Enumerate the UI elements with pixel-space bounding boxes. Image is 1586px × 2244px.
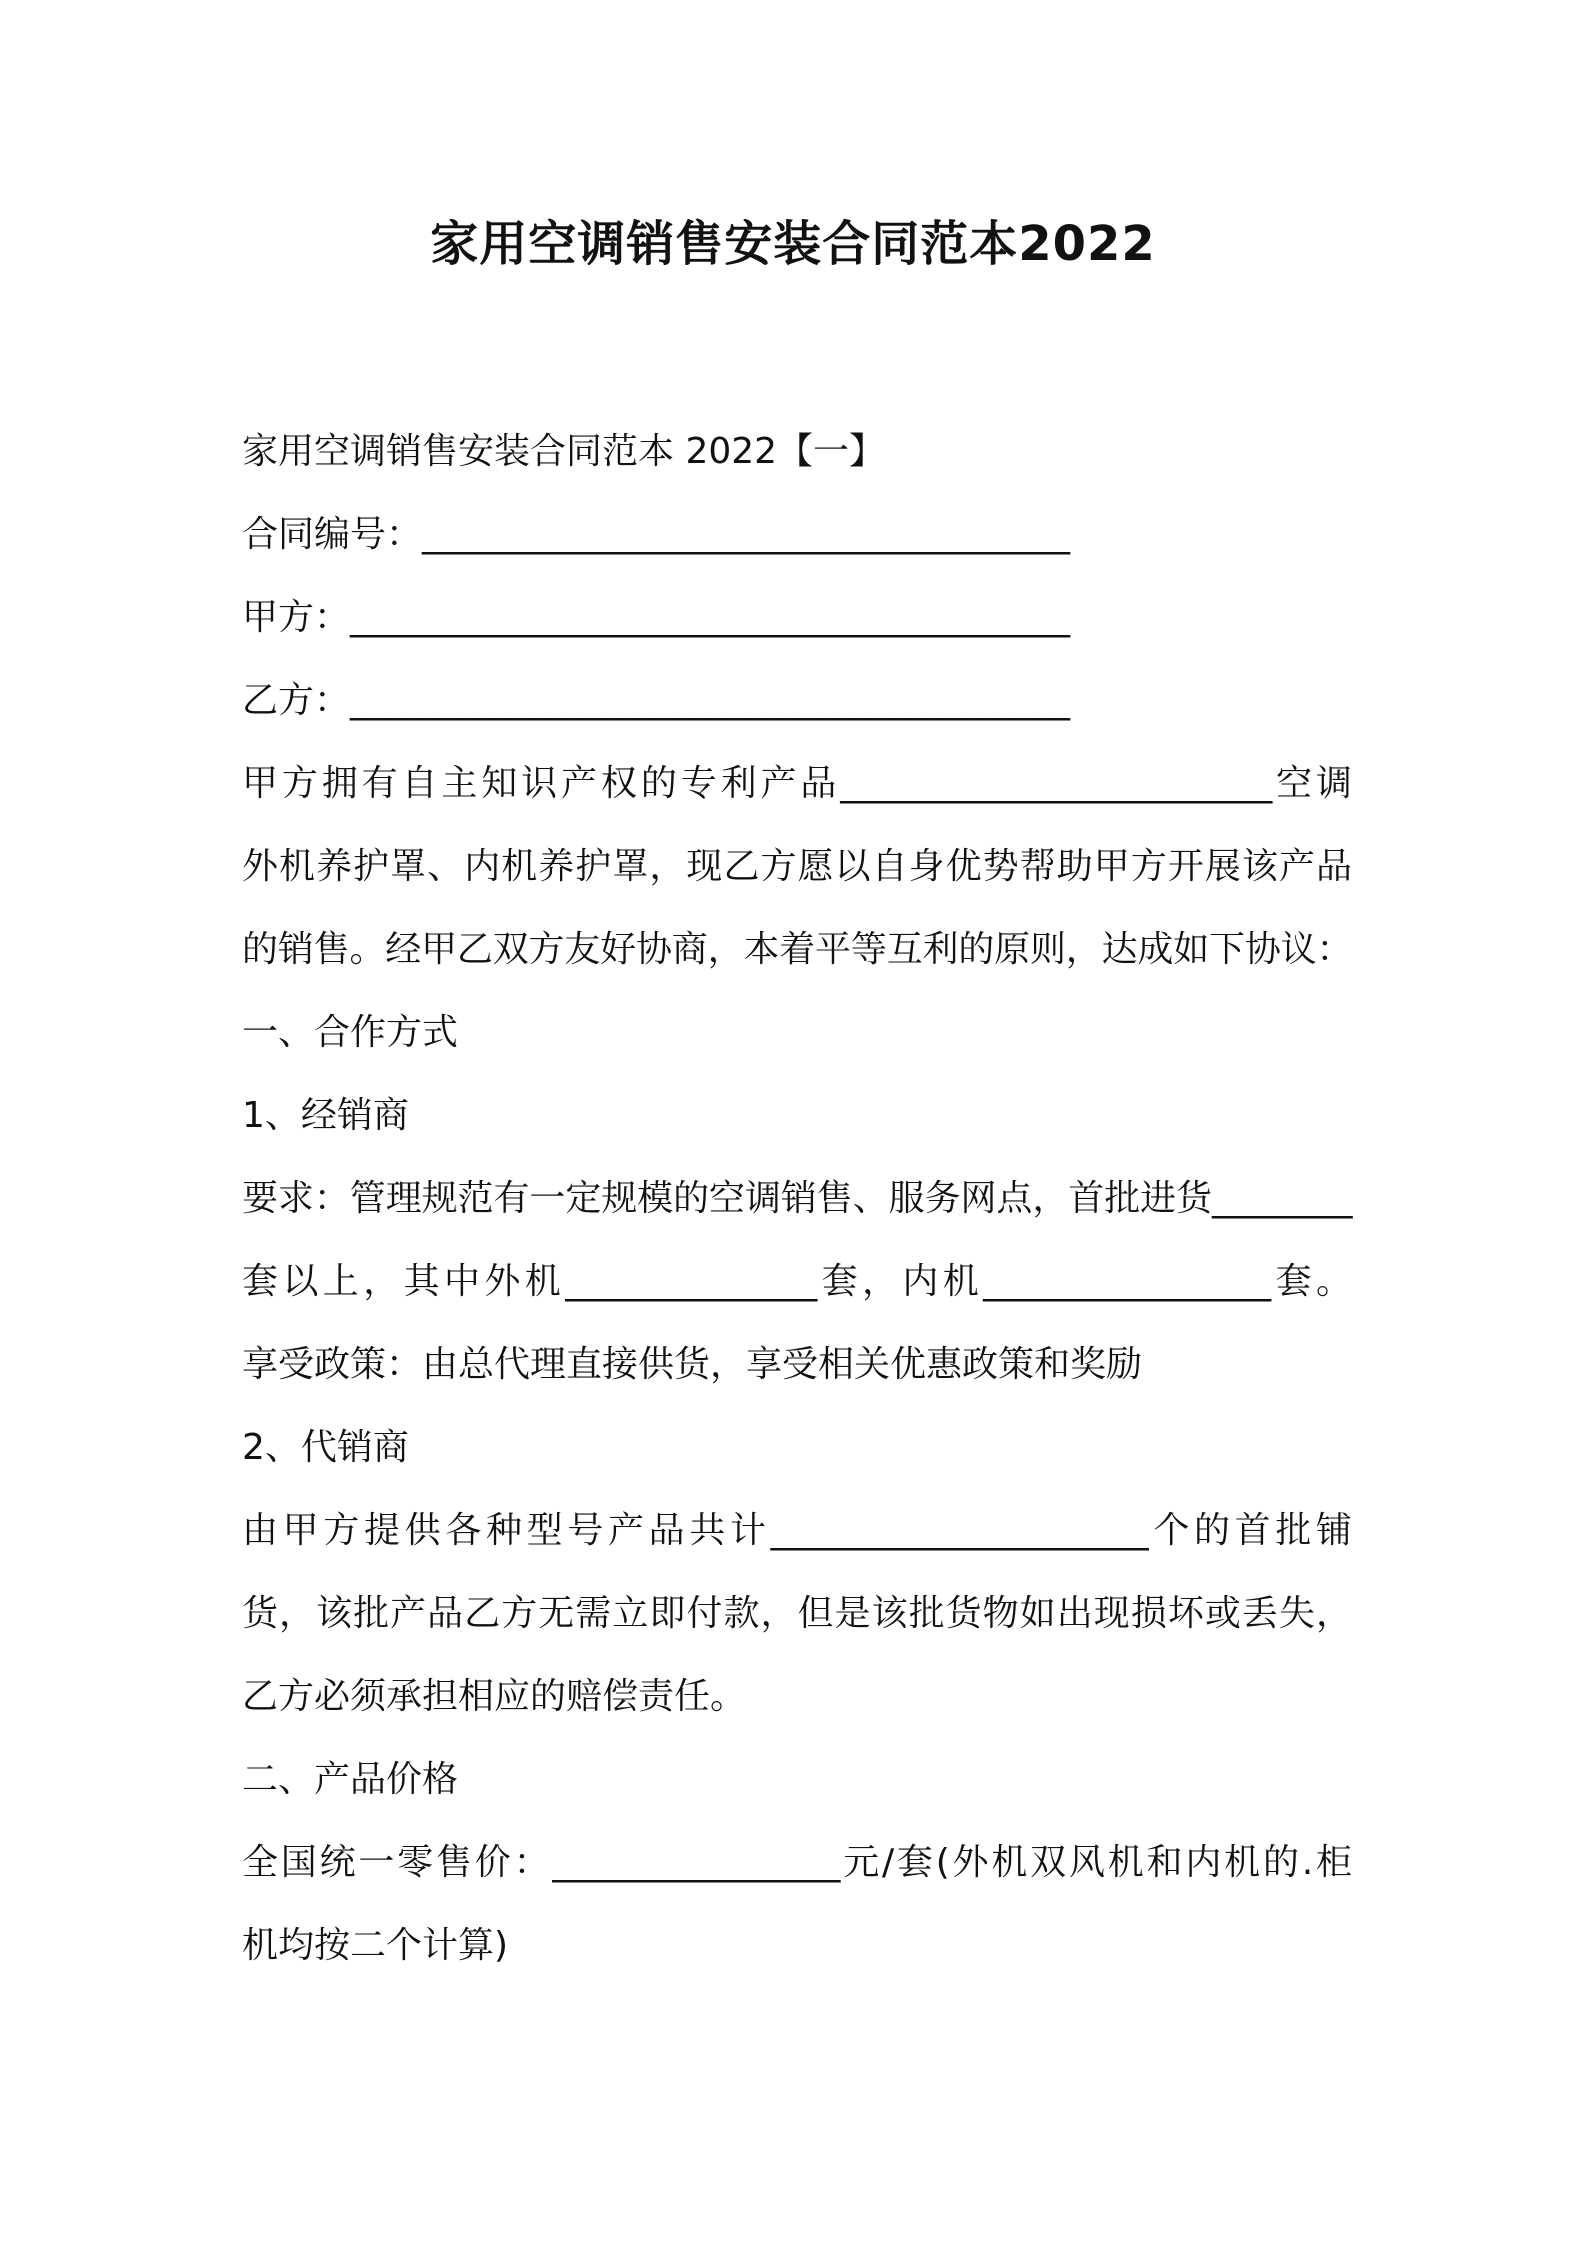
- paragraph-line: 机均按二个计算): [242, 1925, 509, 1966]
- paragraph-line: 享受政策：由总代理直接供货，享受相关优惠政策和奖励: [242, 1344, 1143, 1385]
- contract-number-field: 合同编号：____________________________________: [242, 514, 1071, 555]
- paragraph-line: 乙方必须承担相应的赔偿责任。: [242, 1676, 747, 1717]
- paragraph-line: 套以上，其中外机______________套，内机________________套。: [242, 1261, 1352, 1302]
- document-body: [242, 410, 1352, 1987]
- subsection-heading-distributor: 1、经销商: [242, 1095, 409, 1136]
- section-heading-price: 二、产品价格: [242, 1759, 459, 1800]
- paragraph-line: 全国统一零售价：________________元/套(外机双风机和内机的.柜: [242, 1842, 1352, 1883]
- paragraph-line: 外机养护罩、内机养护罩，现乙方愿以自身优势帮助甲方开展该产品: [242, 846, 1352, 887]
- paragraph-line: 由甲方提供各种型号产品共计_____________________个的首批铺: [242, 1510, 1352, 1551]
- subsection-heading-consignment: 2、代销商: [242, 1427, 409, 1468]
- paragraph-line: 甲方拥有自主知识产权的专利产品________________________空调: [242, 763, 1352, 804]
- document-title: 家用空调销售安装合同范本2022: [430, 216, 1156, 272]
- party-a-field: 甲方：________________________________________: [242, 597, 1071, 638]
- section-heading-cooperation: 一、合作方式: [242, 1012, 459, 1053]
- paragraph-line: 货，该批产品乙方无需立即付款，但是该批货物如出现损坏或丢失，: [242, 1593, 1352, 1634]
- paragraph-line: 的销售。经甲乙双方友好协商，本着平等互利的原则，达成如下协议：: [242, 929, 1352, 970]
- section-heading: 家用空调销售安装合同范本 2022【一】: [242, 431, 886, 472]
- party-b-field: 乙方：________________________________________: [242, 680, 1071, 721]
- paragraph-line: 要求：管理规范有一定规模的空调销售、服务网点，首批进货________: [242, 1178, 1352, 1219]
